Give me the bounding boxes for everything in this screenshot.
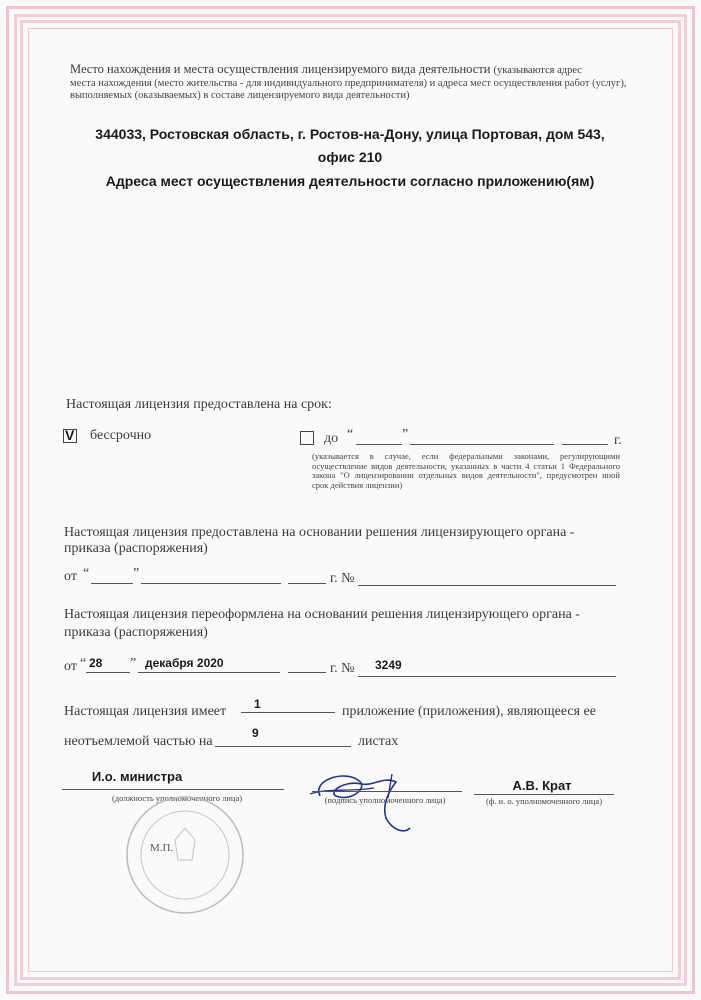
granted-month-line xyxy=(141,583,281,584)
reissued-close-quote: ” xyxy=(130,656,137,671)
reissued-month-line xyxy=(138,672,280,673)
until-year-line xyxy=(562,444,608,445)
granted-open-quote: “ xyxy=(83,566,90,581)
appendix-sheets: 9 xyxy=(252,726,259,740)
term-label: Настоящая лицензия предоставлена на срок: xyxy=(66,397,332,412)
until-open-quote: “ xyxy=(347,427,354,442)
signature-line xyxy=(312,791,462,792)
until-day-line xyxy=(356,444,402,445)
appendix-count-line xyxy=(241,712,335,713)
until-year-suffix: г. xyxy=(614,433,622,448)
term-note: (указывается в случае, если федеральными законами, регулирующими осуществление видов деятельности, указанных в части 4 статьи 1 Федерального закона "О лицензировании отдельных видов деятельности", предусмотрен иной срок действия лицензии) xyxy=(312,451,620,490)
reissued-number-label: г. № xyxy=(330,661,355,676)
position-caption: (должность уполномоченного лица) xyxy=(111,793,243,803)
reissued-open-quote: “ xyxy=(80,656,87,671)
reissued-day: 28 xyxy=(89,656,103,670)
granted-close-quote: ” xyxy=(133,566,140,581)
address-line-2: офис 210 xyxy=(317,149,383,165)
appendix-text-3: неотъемлемой частью на xyxy=(64,734,213,749)
address-line-1: 344033, Ростовская область, г. Ростов-на-Дону, улица Портовая, дом 543, xyxy=(95,126,605,142)
appendix-text-1: Настоящая лицензия имеет xyxy=(64,704,227,719)
reissued-number: 3249 xyxy=(375,658,402,672)
reissued-line-2: приказа (распоряжения) xyxy=(64,625,208,640)
until-month-line xyxy=(410,444,554,445)
granted-line-2: приказа (распоряжения) xyxy=(64,541,208,556)
appendix-text-2: приложение (приложения), являющееся ее xyxy=(342,704,596,719)
header-title: Место нахождения и места осуществления лицензируемого вида деятельности xyxy=(70,62,491,76)
address-line-3: Адреса мест осуществления деятельности согласно приложению(ям) xyxy=(105,173,595,189)
name-line xyxy=(474,794,614,795)
header-note-1: (указываются адрес xyxy=(493,65,582,76)
appendix-sheets-line xyxy=(215,746,351,747)
granted-from-label: от xyxy=(64,569,77,584)
reissued-month-year: декабря 2020 xyxy=(145,656,224,670)
until-checkbox xyxy=(300,431,314,445)
reissued-number-line xyxy=(358,676,616,677)
reissued-year-line xyxy=(288,672,326,673)
stamp-label: М.П. xyxy=(150,842,174,854)
header-block xyxy=(70,62,630,102)
official-seal xyxy=(120,790,250,920)
appendix-count: 1 xyxy=(254,697,261,711)
signer-position: И.о. министра xyxy=(91,769,183,784)
until-prefix: до xyxy=(324,431,339,446)
indefinite-label: бессрочно xyxy=(90,428,152,443)
until-close-quote: ” xyxy=(402,427,409,442)
appendix-text-4: листах xyxy=(358,734,399,749)
signer-name: А.В. Крат xyxy=(512,778,572,793)
header-note-2: места нахождения (место жительства - для индивидуального предпринимателя) и адреса мест осуществления работ (услуг), xyxy=(70,78,627,89)
indefinite-check-mark: V xyxy=(65,427,75,443)
granted-number-line xyxy=(358,585,616,586)
reissued-day-line xyxy=(86,672,130,673)
header-note-3: выполняемых (оказываемых) в составе лицензируемого вида деятельности) xyxy=(70,90,410,101)
granted-line-1: Настоящая лицензия предоставлена на основании решения лицензирующего органа - xyxy=(64,525,575,540)
granted-year-line xyxy=(288,583,326,584)
reissued-line-1: Настоящая лицензия переоформлена на основании решения лицензирующего органа - xyxy=(64,607,580,622)
name-caption: (ф. и. о. уполномоченного лица) xyxy=(485,796,603,806)
granted-day-line xyxy=(91,583,133,584)
reissued-from-label: от xyxy=(64,659,77,674)
signature-caption: (подпись уполномоченного лица) xyxy=(324,795,446,805)
granted-number-label: г. № xyxy=(330,571,355,586)
